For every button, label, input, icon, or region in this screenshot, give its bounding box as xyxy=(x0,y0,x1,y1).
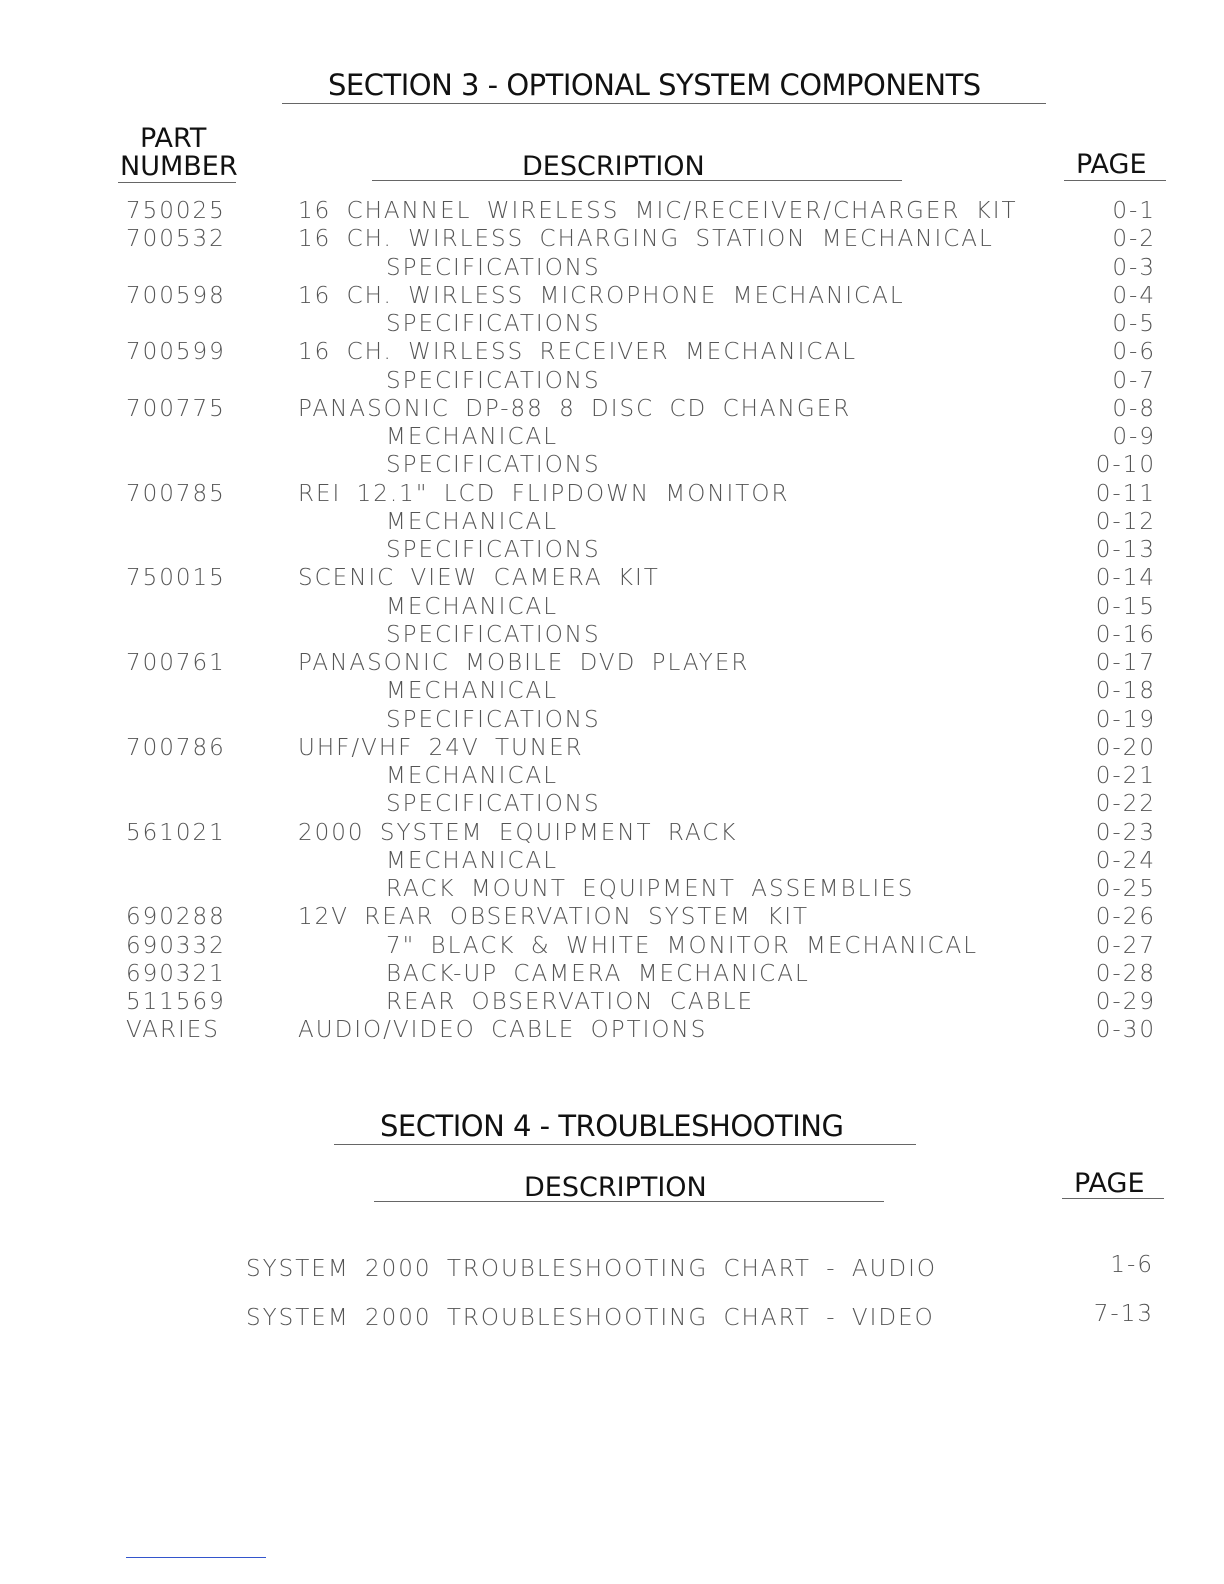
description: PANASONIC DP-88 8 DISC CD CHANGER xyxy=(298,395,852,422)
section4-page-header-rule xyxy=(1062,1198,1164,1199)
description: SPECIFICATIONS xyxy=(386,706,601,733)
troubleshooting-row-description: SYSTEM 2000 TROUBLESHOOTING CHART - AUDIO xyxy=(246,1256,938,1282)
page-number: 0-2 xyxy=(1112,226,1156,253)
table-row xyxy=(0,423,1224,451)
table-row xyxy=(0,282,1224,310)
part-number: 700785 xyxy=(126,480,226,507)
table-row xyxy=(0,734,1224,762)
part-number: 690288 xyxy=(126,904,226,931)
description: REI 12.1" LCD FLIPDOWN MONITOR xyxy=(298,480,790,507)
table-row xyxy=(0,903,1224,931)
part-number: 750015 xyxy=(126,565,226,592)
page-number: 0-28 xyxy=(1095,960,1156,987)
troubleshooting-row-page: 7-13 xyxy=(1093,1301,1154,1327)
page-number: 0-12 xyxy=(1095,508,1156,535)
description: UHF/VHF 24V TUNER xyxy=(298,734,584,761)
description: 12V REAR OBSERVATION SYSTEM KIT xyxy=(298,904,810,931)
page-number: 0-9 xyxy=(1112,424,1156,450)
description: MECHANICAL xyxy=(386,763,559,789)
page-number: 0-21 xyxy=(1095,763,1156,789)
page-number: 0-17 xyxy=(1095,650,1156,676)
part-number: 700598 xyxy=(126,282,226,309)
description: MECHANICAL xyxy=(386,508,559,535)
page-number: 0-7 xyxy=(1112,367,1156,394)
table-row xyxy=(0,225,1224,253)
table-row xyxy=(0,932,1224,960)
part-number: 700599 xyxy=(126,339,226,366)
description: AUDIO/VIDEO CABLE OPTIONS xyxy=(298,1017,708,1044)
table-row xyxy=(0,649,1224,677)
part-number: 700532 xyxy=(126,226,226,253)
section4-description-header-rule xyxy=(374,1201,884,1202)
part-header-line2: NUMBER xyxy=(120,151,238,182)
part-number: 561021 xyxy=(126,819,226,846)
part-number: 700786 xyxy=(126,734,226,761)
description: MECHANICAL xyxy=(386,424,559,450)
page-number: 0-5 xyxy=(1112,311,1156,337)
section3-title-rule xyxy=(282,103,1046,104)
description: SPECIFICATIONS xyxy=(386,254,601,281)
table-row xyxy=(0,564,1224,592)
description: SPECIFICATIONS xyxy=(386,452,601,479)
section4-title-rule xyxy=(334,1144,916,1145)
page-number: 0-11 xyxy=(1095,480,1156,507)
table-row xyxy=(0,480,1224,508)
page-number: 0-30 xyxy=(1095,1017,1156,1044)
part-number: 511569 xyxy=(126,989,226,1015)
description: SPECIFICATIONS xyxy=(386,367,601,394)
description: PANASONIC MOBILE DVD PLAYER xyxy=(298,650,750,676)
description: REAR OBSERVATION CABLE xyxy=(386,989,755,1015)
table-row xyxy=(0,254,1224,282)
page-number: 0-25 xyxy=(1095,876,1156,902)
part-number: 690332 xyxy=(126,932,226,959)
description-header: DESCRIPTION xyxy=(522,151,705,182)
page-number: 0-27 xyxy=(1095,932,1156,959)
table-row xyxy=(0,508,1224,536)
page-number: 0-20 xyxy=(1095,734,1156,761)
description: 16 CH. WIRLESS RECEIVER MECHANICAL xyxy=(298,339,858,366)
page-number: 0-3 xyxy=(1112,254,1156,281)
description: SPECIFICATIONS xyxy=(386,311,601,337)
table-row xyxy=(0,338,1224,366)
page-header-rule xyxy=(1064,180,1166,181)
description: BACK-UP CAMERA MECHANICAL xyxy=(386,960,810,987)
footer-link-underline[interactable] xyxy=(126,1557,266,1558)
table-row xyxy=(0,819,1224,847)
page-number: 0-15 xyxy=(1095,593,1156,620)
table-row xyxy=(0,451,1224,479)
troubleshooting-row-description: SYSTEM 2000 TROUBLESHOOTING CHART - VIDEO xyxy=(246,1305,935,1331)
description: RACK MOUNT EQUIPMENT ASSEMBLIES xyxy=(386,876,915,902)
table-row xyxy=(0,593,1224,621)
part-number: 700775 xyxy=(126,395,226,422)
section3-title: SECTION 3 - OPTIONAL SYSTEM COMPONENTS xyxy=(328,68,981,102)
section4-title: SECTION 4 - TROUBLESHOOTING xyxy=(380,1109,844,1143)
page-number: 0-13 xyxy=(1095,537,1156,563)
part-number: 690321 xyxy=(126,960,226,987)
part-header-rule xyxy=(118,182,236,183)
page-number: 0-18 xyxy=(1095,678,1156,705)
description: SCENIC VIEW CAMERA KIT xyxy=(298,565,660,592)
description: 2000 SYSTEM EQUIPMENT RACK xyxy=(298,819,738,846)
table-row xyxy=(0,1016,1224,1044)
page-header: PAGE xyxy=(1076,149,1147,180)
page-number: 0-10 xyxy=(1095,452,1156,479)
description: SPECIFICATIONS xyxy=(386,537,601,563)
page-number: 0-26 xyxy=(1095,904,1156,931)
page-number: 0-24 xyxy=(1095,847,1156,874)
description: SPECIFICATIONS xyxy=(386,791,601,818)
table-row xyxy=(0,310,1224,338)
page-number: 0-22 xyxy=(1095,791,1156,818)
table-row xyxy=(0,706,1224,734)
page-number: 0-6 xyxy=(1112,339,1156,366)
part-number: 700761 xyxy=(126,650,226,676)
description: 16 CHANNEL WIRELESS MIC/RECEIVER/CHARGER KIT xyxy=(298,198,1018,224)
description: MECHANICAL xyxy=(386,847,559,874)
page-number: 0-29 xyxy=(1095,989,1156,1015)
part-number: 750025 xyxy=(126,198,226,224)
page-number: 0-8 xyxy=(1112,395,1156,422)
table-row xyxy=(0,395,1224,423)
table-row xyxy=(0,677,1224,705)
table-row xyxy=(0,536,1224,564)
description: 16 CH. WIRLESS MICROPHONE MECHANICAL xyxy=(298,282,905,309)
table-row xyxy=(0,960,1224,988)
page-number: 0-19 xyxy=(1095,706,1156,733)
section4-description-header: DESCRIPTION xyxy=(524,1172,707,1203)
table-row xyxy=(0,621,1224,649)
table-row xyxy=(0,847,1224,875)
page-number: 0-14 xyxy=(1095,565,1156,592)
part-header-line1: PART xyxy=(140,123,207,154)
troubleshooting-row-page: 1-6 xyxy=(1110,1252,1154,1278)
description: MECHANICAL xyxy=(386,593,559,620)
table-row xyxy=(0,875,1224,903)
page-number: 0-23 xyxy=(1095,819,1156,846)
table-row xyxy=(0,762,1224,790)
table-row xyxy=(0,790,1224,818)
description-header-rule xyxy=(372,180,902,181)
description: 7" BLACK & WHITE MONITOR MECHANICAL xyxy=(386,932,979,959)
page-number: 0-16 xyxy=(1095,621,1156,648)
description: 16 CH. WIRLESS CHARGING STATION MECHANICAL xyxy=(298,226,994,253)
page-number: 0-4 xyxy=(1112,282,1156,309)
table-row xyxy=(0,988,1224,1016)
table-row xyxy=(0,367,1224,395)
part-number: VARIES xyxy=(126,1017,220,1044)
description: SPECIFICATIONS xyxy=(386,621,601,648)
description: MECHANICAL xyxy=(386,678,559,705)
page-number: 0-1 xyxy=(1112,198,1156,224)
section4-page-header: PAGE xyxy=(1074,1168,1145,1199)
table-row xyxy=(0,197,1224,225)
